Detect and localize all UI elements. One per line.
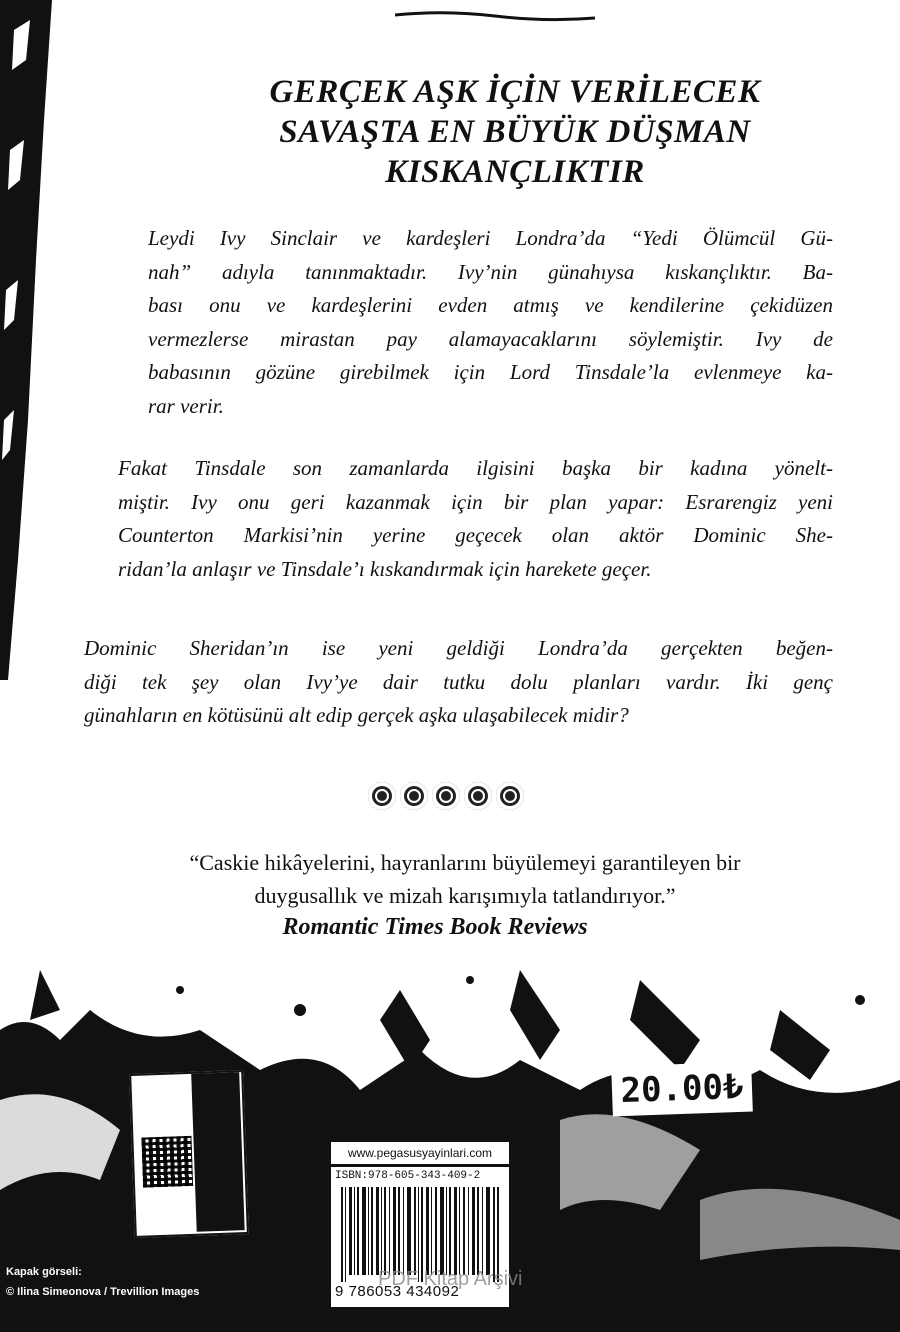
headline (190, 72, 840, 192)
synopsis-paragraph-1 (148, 222, 833, 423)
paragraph-line: diği tek şey olan Ivy’ye dair tutku dolu planları vardır. İki genç (84, 669, 833, 694)
cover-credit-text: © Ilina Simeonova / Trevillion Images (6, 1286, 200, 1298)
library-sticker (129, 1070, 249, 1238)
paragraph-line: rar verir. (148, 393, 224, 418)
sticker-dark-band (191, 1072, 244, 1232)
paragraph-line: miştir. Ivy onu geri kazanmak için bir plan yapar: Esrarengiz yeni (118, 489, 833, 514)
paragraph-line: bası onu ve kardeşlerini evden atmış ve kendilerine çekidüzen (148, 293, 833, 317)
flower-ornament-icon (368, 782, 528, 816)
headline-line: SAVAŞTA EN BÜYÜK DÜŞMAN (279, 114, 751, 150)
qr-code-icon (141, 1136, 193, 1188)
price-sticker: 20.00₺ (611, 1062, 753, 1117)
paragraph-line: babasının gözüne girebilmek için Lord Tinsdale’la evlenmeye ka- (148, 360, 833, 384)
paragraph-line: günahların en kötüsünü alt edip gerçek aşka ulaşabilecek midir? (84, 703, 629, 727)
publisher-url: www.pegasusyayinlari.com (330, 1141, 510, 1165)
ean-number: 9 786053 434092 (335, 1283, 460, 1300)
paragraph-line: Leydi Ivy Sinclair ve kardeşleri Londra’da “Yedi Ölümcül Gü- (148, 226, 833, 250)
top-scratch-mark (395, 8, 595, 22)
paragraph-line: ridan’la anlaşır ve Tinsdale’ı kıskandırmak için harekete geçer. (118, 556, 652, 581)
headline-line: GERÇEK AŞK İÇİN VERİLECEK (269, 74, 761, 110)
paragraph-line: nah” adıyla tanınmaktadır. Ivy’nin günahıysa kıskançlıktır. Ba- (148, 259, 833, 284)
quote-source: Romantic Times Book Reviews (282, 914, 588, 940)
watermark: PDF Kitap Arşivi (378, 1268, 523, 1290)
synopsis-paragraph-3 (84, 632, 833, 733)
paragraph-line: vermezlerse mirastan pay alamayacaklarını söylemiştir. Ivy de (148, 326, 833, 351)
paragraph-line: Dominic Sheridan’ın ise yeni geldiği Londra’da gerçekten beğen- (84, 636, 833, 660)
review-quote (120, 846, 810, 912)
quote-line: “Caskie hikâyelerini, hayranlarını büyülemeyi garantileyen bir (189, 850, 741, 875)
cover-credit-label: Kapak görseli: (6, 1266, 82, 1278)
left-edge-decoration (0, 0, 60, 680)
paragraph-line: Fakat Tinsdale son zamanlarda ilgisini başka bir kadına yönelt- (118, 456, 833, 480)
synopsis-paragraph-2 (118, 452, 833, 586)
quote-line: duygusallık ve mizah karışımıyla tatlandırıyor.” (254, 883, 676, 908)
isbn-text: ISBN:978-605-343-409-2 (335, 1170, 481, 1182)
paragraph-line: Counterton Markisi’nin yerine geçecek olan aktör Dominic She- (118, 523, 833, 547)
headline-line: KISKANÇLIKTIR (385, 154, 645, 190)
